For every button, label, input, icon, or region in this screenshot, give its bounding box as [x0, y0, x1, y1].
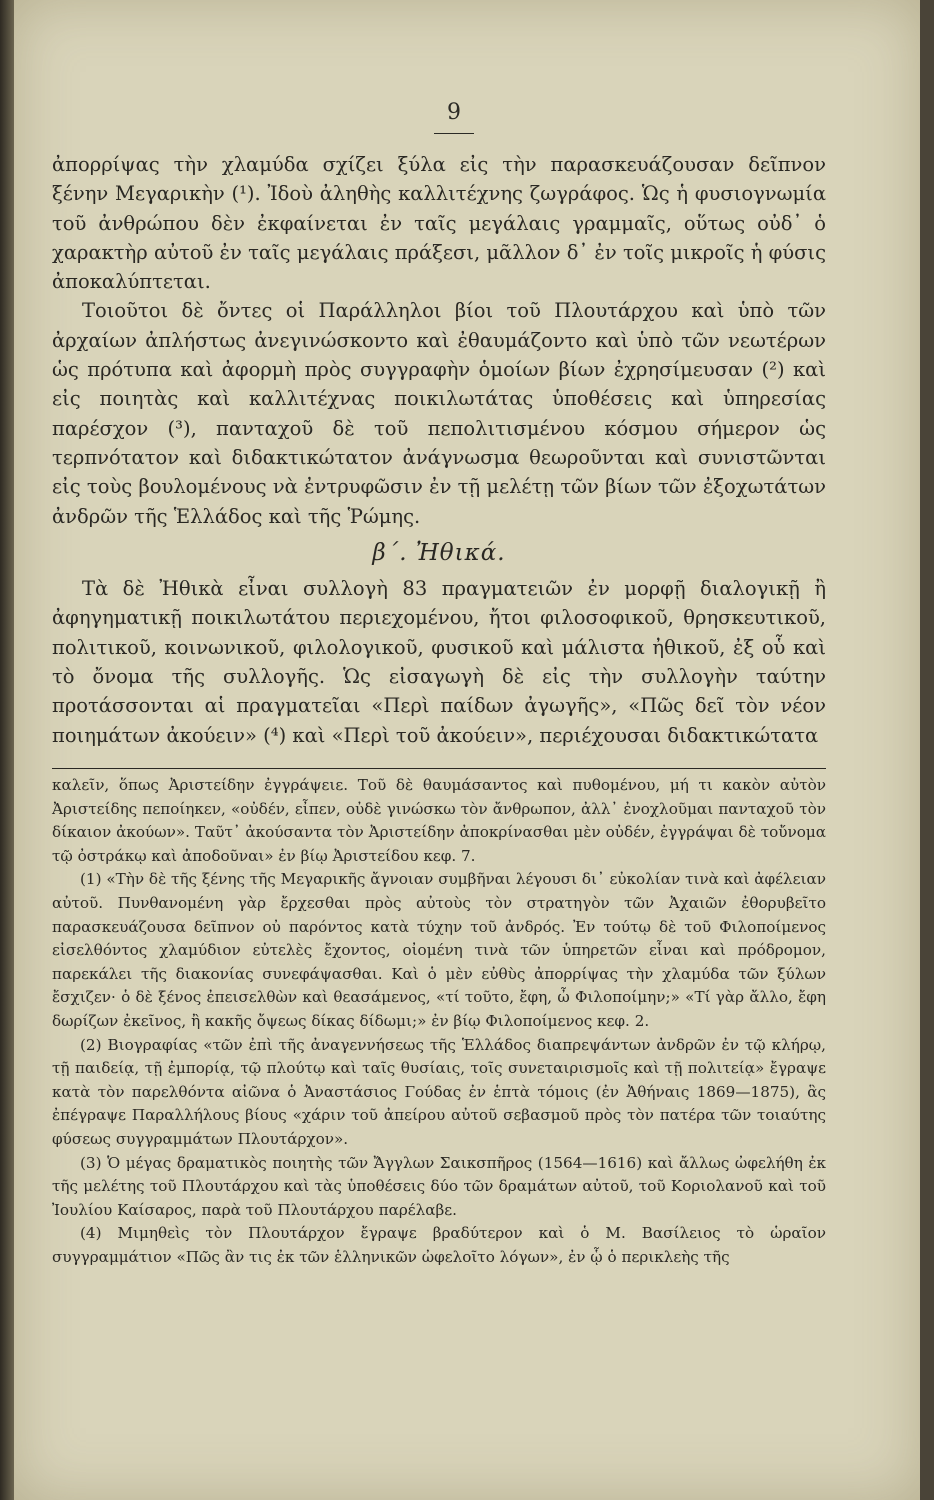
document-page	[14, 0, 920, 1500]
page-number: 9	[434, 100, 474, 134]
main-text	[52, 150, 826, 750]
footnotes	[52, 774, 826, 1269]
book-binding-edge	[0, 0, 14, 1500]
footnote-divider	[52, 768, 826, 769]
footnote-2: (2) Βιογραφίας «τῶν ἐπὶ τῆς ἀναγεννήσεως τῆς Ἑλλάδος διαπρεψάντων ἀνδρῶν ἐν τῷ κλήρῳ, τῇ παιδείᾳ, τῇ ἐμπορίᾳ, τῷ πλούτῳ καὶ ταῖς θυσίαις, τοῖς συνεταιρισμοῖς καὶ τῇ πολιτείᾳ» ἔγραψε κατὰ τὸν παρελθόντα αἰῶνα ὁ Ἀναστάσιος Γούδας ἐν ἑπτὰ τόμοις (ἐν Ἀθήναις 1869—1875), ἃς ἐπέγραψε Παραλλήλους βίους «χάριν τοῦ ἀπείρου αὐτοῦ σεβασμοῦ πρὸς τὸν πατέρα τῶν τοιαύτης φύσεως συγγραμμάτων Πλουτάρχον».	[52, 1035, 826, 1148]
section-heading: β΄. Ἠθικά.	[372, 539, 506, 566]
paragraph-3: Τὰ δὲ Ἠθικὰ εἶναι συλλογὴ 83 πραγματειῶν ἐν μορφῇ διαλογικῇ ἢ ἀφηγηματικῇ ποικιλωτάτου περιεχομένου, ἤτοι φιλοσοφικοῦ, θρησκευτικοῦ, πολιτικοῦ, κοινωνικοῦ, φιλολογικοῦ, φυσικοῦ καὶ μάλιστα ἠθικοῦ, ἐξ οὗ καὶ τὸ ὄνομα τῆς συλλογῆς. Ὡς εἰσαγωγὴ δὲ εἰς τὴν συλλογὴν ταύτην προτάσσονται αἱ πραγματεῖαι «Περὶ παίδων ἀγωγῆς», «Πῶς δεῖ τὸν νέον ποιημάτων ἀκούειν» (⁴) καὶ «Περὶ τοῦ ἀκούειν», περιέχουσαι διδακτικώτατα	[52, 577, 826, 747]
footnote-3: (3) Ὁ μέγας δραματικὸς ποιητὴς τῶν Ἄγγλων Σαικσπῆρος (1564—1616) καὶ ἄλλως ὠφελήθη ἐκ τῆς μελέτης τοῦ Πλουτάρχου καὶ τὰς ὑποθέσεις δύο τῶν δραμάτων αὐτοῦ, τοῦ Κοριολανοῦ καὶ τοῦ Ἰουλίου Καίσαρος, παρὰ τοῦ Πλουτάρχου παρέλαβε.	[52, 1153, 826, 1219]
footnote-4: (4) Μιμηθεὶς τὸν Πλουτάρχον ἔγραψε βραδύτερον καὶ ὁ Μ. Βασίλειος τὸ ὡραῖον συγγραμμάτιον «Πῶς ἂν τις ἐκ τῶν ἑλληνικῶν ὠφελοῖτο λόγων», ἐν ᾧ ὁ περικλεὴς τῆς	[52, 1224, 826, 1266]
footnote-1: (1) «Τὴν δὲ τῆς ξένης τῆς Μεγαρικῆς ἄγνοιαν συμβῆναι λέγουσι δι᾿ εὐκολίαν τινὰ καὶ ἀφέλειαν αὐτοῦ. Πυνθανομένη γὰρ ἔρχεσθαι πρὸς αὐτοὺς τὸν στρατηγὸν τῶν Ἀχαιῶν ἐθορυβεῖτο παρασκευάζουσα δεῖπνον οὐ παρόντος κατὰ τύχην τοῦ ἀνδρός. Ἐν τούτῳ δὲ τοῦ Φιλοποίμενος εἰσελθόντος χλαμύδιον εὐτελὲς ἔχοντος, οἰομένη τινὰ τῶν ὑπηρετῶν εἶναι καὶ πρόδρομον, παρεκάλει τῆς διακονίας συνεφάψασθαι. Καὶ ὁ μὲν εὐθὺς ἀπορρίψας τὴν χλαμύδα τῶν ξύλων ἔσχιζεν· ὁ δὲ ξένος ἐπεισελθὼν καὶ θεασάμενος, «τί τοῦτο, ἔφη, ὦ Φιλοποίμην;» «Τί γὰρ ἄλλο, ἔφη δωρίζων ἐκεῖνος, ἢ κακῆς ὄψεως δίκας δίδωμι;» ἐν βίῳ Φιλοποίμενος κεφ. 2.	[52, 870, 826, 1030]
paragraph-2: Τοιοῦτοι δὲ ὄντες οἱ Παράλληλοι βίοι τοῦ Πλουτάρχου καὶ ὑπὸ τῶν ἀρχαίων ἀπλήστως ἀνεγινώσκοντο καὶ ἐθαυμάζοντο καὶ ὑπὸ τῶν νεωτέρων ὡς πρότυπα καὶ ἀφορμὴ πρὸς συγγραφὴν ὁμοίων βίων ἐχρησίμευσαν (²) καὶ εἰς ποιητὰς καὶ καλλιτέχνας ποικιλωτάτας ὑποθέσεις καὶ ὑπηρεσίας παρέσχον (³), πανταχοῦ δὲ τοῦ πεπολιτισμένου κόσμου σήμερον ὡς τερπνότατον καὶ διδακτικώτατον ἀνάγνωσμα θεωροῦνται καὶ συνιστῶνται εἰς τοὺς βουλομένους νὰ ἐντρυφῶσιν ἐν τῇ μελέτῃ τῶν βίων τῶν ἐξοχωτάτων ἀνδρῶν τῆς Ἑλλάδος καὶ τῆς Ῥώμης.	[52, 299, 826, 528]
footnote-continuation: καλεῖν, ὅπως Ἀριστείδην ἐγγράψειε. Τοῦ δὲ θαυμάσαντος καὶ πυθομένου, μή τι κακὸν αὐτὸν Ἀριστείδης πεποίηκεν, «οὐδέν, εἶπεν, οὐδὲ γινώσκω τὸν ἄνθρωπον, ἀλλ᾿ ἐνοχλοῦμαι πανταχοῦ τὸν δίκαιον ἀκούων». Ταῦτ᾿ ἀκούσαντα τὸν Ἀριστείδην ἀποκρίνασθαι μὲν οὐδέν, ἐγγράψαι δὲ τοὔνομα τῷ ὀστράκῳ καὶ ἀποδοῦναι» ἐν βίῳ Ἀριστείδου κεφ. 7.	[52, 776, 826, 865]
paragraph-1: ἀπορρίψας τὴν χλαμύδα σχίζει ξύλα εἰς τὴν παρασκευάζουσαν δεῖπνον ξένην Μεγαρικὴν (¹). Ἰδοὺ ἀληθὴς καλλιτέχνης ζωγράφος. Ὡς ἡ φυσιογνωμία τοῦ ἀνθρώπου δὲν ἐκφαίνεται ἐν ταῖς μεγάλαις γραμμαῖς, οὕτως οὐδ᾿ ὁ χαρακτὴρ αὐτοῦ ἐν ταῖς μεγάλαις πράξεσι, μᾶλλον δ᾿ ἐν τοῖς μικροῖς ἡ φύσις ἀποκαλύπτεται.	[52, 153, 826, 294]
